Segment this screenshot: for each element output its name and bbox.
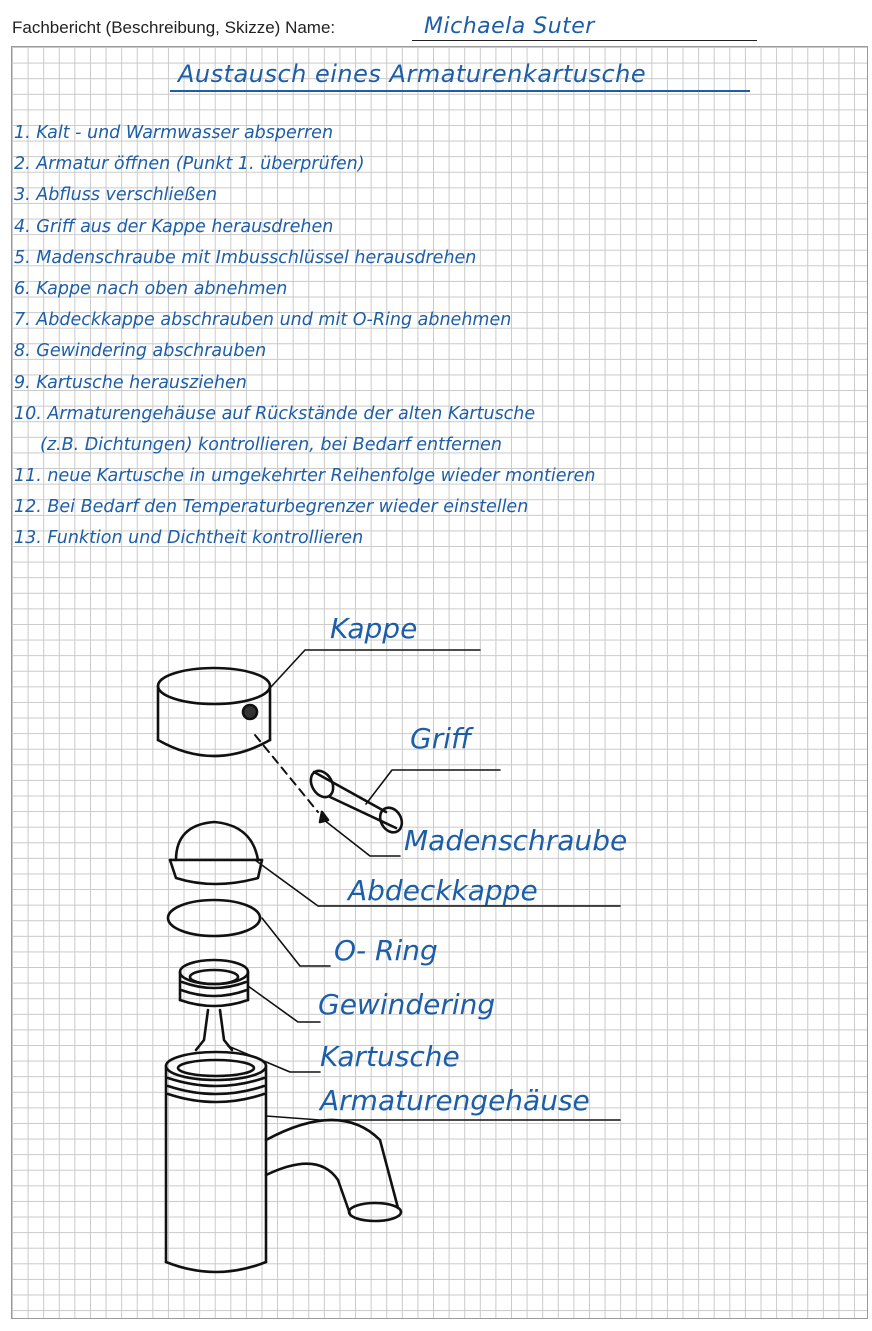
- step-item: 3. Abfluss verschließen: [14, 185, 218, 206]
- step-item: 4. Griff aus der Kappe herausdrehen: [14, 216, 334, 237]
- step-item: 9. Kartusche herausziehen: [14, 372, 247, 393]
- cartridge-drawing: [196, 1010, 232, 1050]
- handle-drawing: [306, 767, 406, 836]
- o-ring-drawing: [168, 900, 260, 936]
- threaded-ring-drawing: [180, 960, 248, 1006]
- step-item: 6. Kappe nach oben abnehmen: [14, 278, 288, 299]
- header-label: Fachbericht (Beschreibung, Skizze) Name:: [12, 18, 336, 37]
- step-item: 2. Armatur öffnen (Punkt 1. überprüfen): [14, 154, 365, 175]
- label-madenschraube: Madenschraube: [404, 824, 628, 857]
- step-item: 5. Madenschraube mit Imbusschlüssel herausdrehen: [14, 247, 477, 268]
- label-griff: Griff: [410, 722, 472, 755]
- step-item: 12. Bei Bedarf den Temperaturbegrenzer wieder einstellen: [14, 497, 529, 518]
- label-kartusche: Kartusche: [320, 1040, 460, 1073]
- label-o-ring: O- Ring: [334, 934, 438, 967]
- step-item: 10. Armaturengehäuse auf Rückstände der alten Kartusche: [14, 403, 536, 424]
- label-armaturengehaeuse: Armaturengehäuse: [320, 1084, 590, 1117]
- label-gewindering: Gewindering: [318, 988, 496, 1021]
- author-name: Michaela Suter: [424, 14, 595, 39]
- step-item-continuation: (z.B. Dichtungen) kontrollieren, bei Bedarf entfernen: [40, 434, 502, 455]
- cap-drawing: [158, 668, 270, 756]
- step-item: 11. neue Kartusche in umgekehrter Reihenfolge wieder montieren: [14, 466, 596, 487]
- step-item: 7. Abdeckkappe abschrauben und mit O-Ring abnehmen: [14, 310, 512, 331]
- label-kappe: Kappe: [330, 612, 418, 645]
- label-abdeckkappe: Abdeckkappe: [348, 874, 538, 907]
- step-item: 8. Gewindering abschrauben: [14, 341, 267, 362]
- step-item: 1. Kalt - und Warmwasser absperren: [14, 123, 334, 143]
- cover-cap-drawing: [170, 822, 262, 884]
- report-title: Austausch eines Armaturenkartusche: [178, 60, 647, 88]
- assembly-dashed-line: [255, 735, 318, 812]
- step-item: 13. Funktion und Dichtheit kontrollieren: [14, 528, 364, 549]
